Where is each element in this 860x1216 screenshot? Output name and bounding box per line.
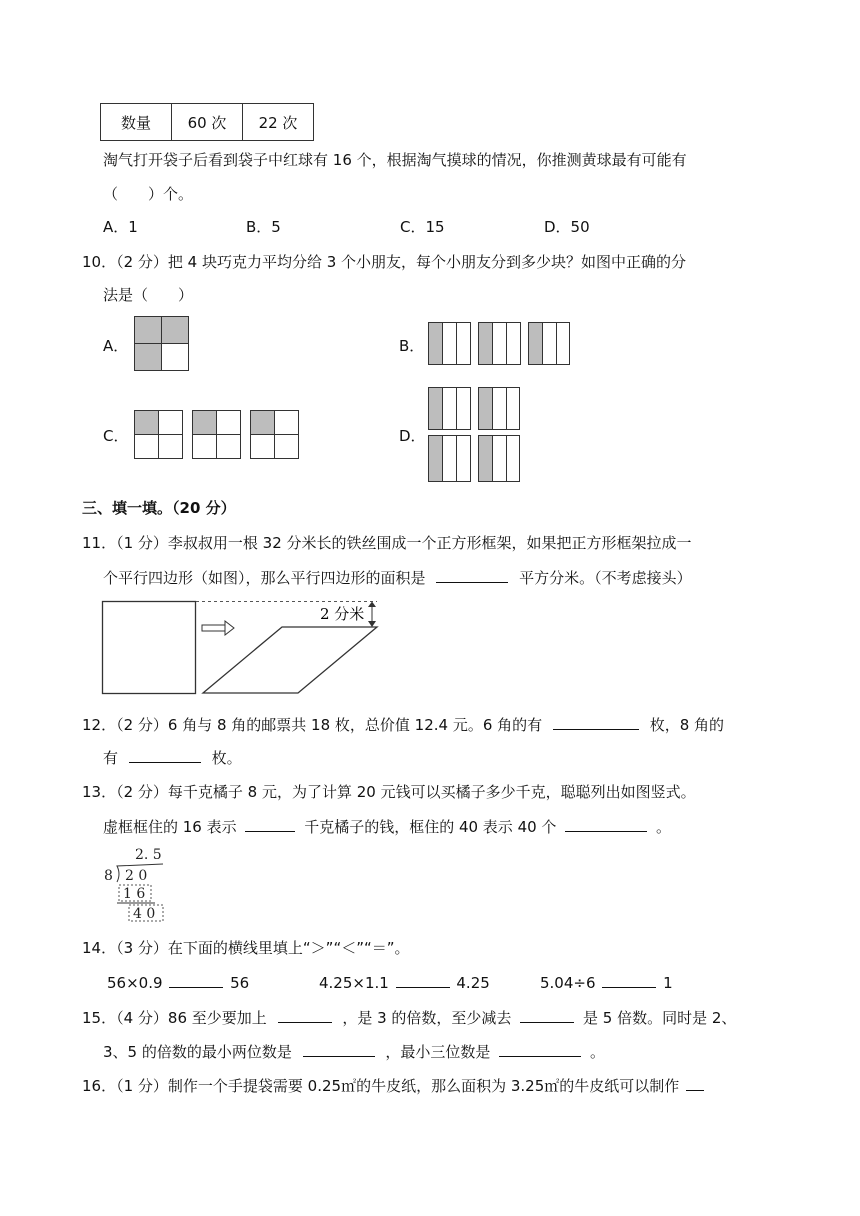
q10-figure-c — [134, 410, 300, 460]
q11-text-line2 — [103, 567, 692, 588]
q10-label-a: A． — [103, 337, 129, 355]
q14-expr-3 — [540, 972, 673, 993]
q14-blank-3[interactable] — [602, 972, 656, 988]
q12-answer-blank-6jiao[interactable] — [553, 714, 639, 730]
q13-answer-blank-40[interactable] — [565, 816, 647, 832]
q10-figure-b — [428, 322, 570, 366]
q13-answer-blank-16[interactable] — [245, 816, 295, 832]
q9-option-c: C．15 — [400, 218, 445, 236]
q15-blank-subtract[interactable] — [520, 1007, 574, 1023]
q9-text-line1: 淘气打开袋子后看到袋子中红球有 16 个，根据淘气摸球的情况，你推测黄球最有可能有 — [103, 151, 687, 169]
q11-text-line1: 11．（1 分）李叔叔用一根 32 分米长的铁丝围成一个正方形框架，如果把正方形框架拉成一 — [82, 534, 692, 552]
q13-text-line2c: 。 — [656, 818, 672, 836]
q15-blank-two-digit[interactable] — [303, 1041, 375, 1057]
q12-text-line1 — [82, 714, 724, 735]
section-title: 三、填一填。（20 分） — [82, 499, 236, 517]
calc-dividend: 2 0 — [125, 868, 148, 884]
q12-text-line2a: 有 — [103, 749, 119, 767]
q16-text: 16．（1 分）制作一个手提袋需要 0.25㎡的牛皮纸，那么面积为 3.25㎡的牛皮纸可以制作 — [82, 1077, 680, 1095]
q11-text-line2b: 平方分米。（不考虑接头） — [519, 569, 692, 587]
q10-label-b: B． — [399, 337, 425, 355]
q13-text-line1: 13．（2 分）每千克橘子 8 元，为了计算 20 元钱可以买橘子多少千克，聪聪列出如图竖式。 — [82, 783, 696, 801]
q15-text-line2c: 。 — [590, 1043, 606, 1061]
q15-text-line2 — [103, 1041, 605, 1062]
q10-figure-a — [134, 316, 190, 372]
q14-expr-2b: 4.25 — [456, 974, 490, 992]
q15-text-line1b: ，是 3 的倍数，至少减去 — [342, 1009, 512, 1027]
q11-figure-label: 2 分米 — [320, 605, 365, 623]
q10-figure-d — [428, 387, 520, 483]
q15-text-line2b: ，最小三位数是 — [385, 1043, 491, 1061]
q15-text-line1a: 15．（4 分）86 至少要加上 — [82, 1009, 267, 1027]
q14-blank-2[interactable] — [396, 972, 450, 988]
q9-option-a: A．1 — [103, 218, 138, 236]
q14-expr-1b: 56 — [230, 974, 250, 992]
table-cell-60: 60 次 — [172, 104, 243, 141]
q15-blank-add[interactable] — [278, 1007, 332, 1023]
q14-text-line1: 14．（3 分）在下面的横线里填上“＞”“＜”“＝”。 — [82, 939, 410, 957]
q16-answer-blank[interactable] — [686, 1075, 704, 1091]
q14-expr-1 — [107, 972, 249, 993]
q12-text-line2b: 枚。 — [211, 749, 242, 767]
q13-text-line2b: 千克橘子的钱，框住的 40 表示 40 个 — [304, 818, 557, 836]
calc-quotient: 2. 5 — [135, 847, 162, 863]
q15-text-line1c: 是 5 倍数。同时是 2、 — [582, 1009, 737, 1027]
count-table — [100, 103, 314, 141]
q13-text-line2 — [103, 816, 671, 837]
q9-option-b: B．5 — [246, 218, 281, 236]
q14-expr-2 — [319, 972, 490, 993]
q11-figure — [102, 600, 380, 696]
q14-blank-1[interactable] — [169, 972, 223, 988]
q12-text-line1b: 枚，8 角的 — [649, 716, 725, 734]
q10-text-line1: 10．（2 分）把 4 块巧克力平均分给 3 个小朋友，每个小朋友分到多少块？如图中正确的分 — [82, 253, 687, 271]
calc-sub1: 1 6 — [123, 886, 146, 902]
q13-division-figure — [103, 846, 169, 924]
q12-text-line2 — [103, 747, 242, 768]
calc-divisor: 8 — [104, 868, 113, 884]
q11-answer-blank[interactable] — [436, 567, 508, 583]
q15-blank-three-digit[interactable] — [499, 1041, 581, 1057]
q11-text-line2a: 个平行四边形（如图），那么平行四边形的面积是 — [103, 569, 426, 587]
q10-text-line2: 法是（ ） — [103, 286, 194, 304]
q9-option-d: D．50 — [544, 218, 590, 236]
q15-text-line1 — [82, 1007, 736, 1028]
q10-label-c: C． — [103, 427, 129, 445]
q14-expr-2a: 4.25×1.1 — [319, 974, 389, 992]
table-label-cell: 数量 — [101, 104, 172, 141]
q10-label-d: D． — [399, 427, 426, 445]
q14-expr-3b: 1 — [663, 974, 673, 992]
q12-text-line1a: 12．（2 分）6 角与 8 角的邮票共 18 枚，总价值 12.4 元。6 角的有 — [82, 716, 543, 734]
q14-expr-1a: 56×0.9 — [107, 974, 163, 992]
table-cell-22: 22 次 — [243, 104, 314, 141]
q9-text-line2: （ ）个。 — [103, 185, 194, 203]
q12-answer-blank-8jiao[interactable] — [129, 747, 201, 763]
q15-text-line2a: 3、5 的倍数的最小两位数是 — [103, 1043, 292, 1061]
q13-text-line2a: 虚框框住的 16 表示 — [103, 818, 237, 836]
calc-sub2: 4 0 — [133, 906, 156, 922]
q14-expr-3a: 5.04÷6 — [540, 974, 596, 992]
q16-text-line1 — [82, 1075, 704, 1096]
